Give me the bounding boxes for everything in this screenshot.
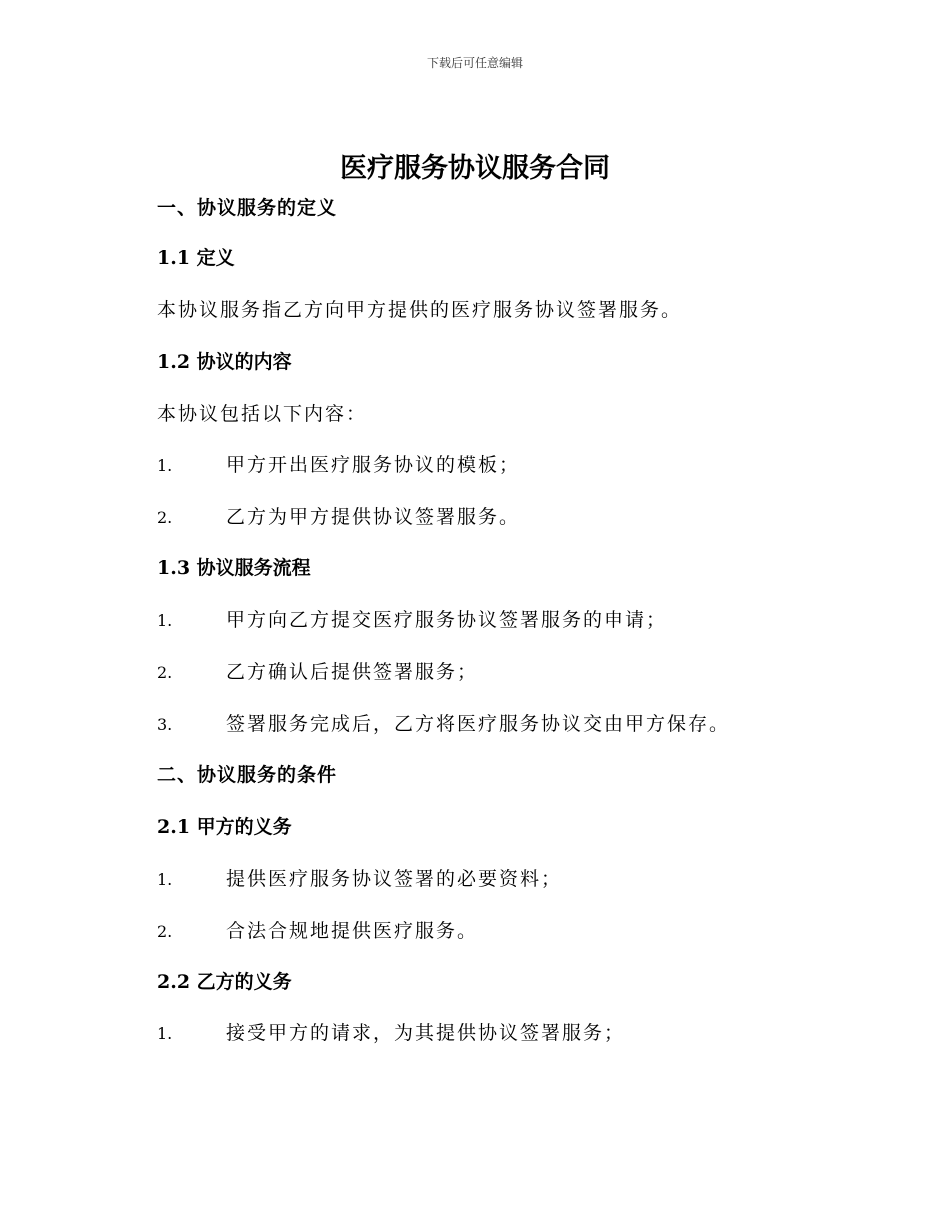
list-item-number: 1. [157,456,173,475]
subsection-heading-2-1: 2.1 甲方的义务 [157,816,292,838]
list-item-number: 2. [157,663,173,682]
list-item-text: 接受甲方的请求，为其提供协议签署服务； [226,1022,626,1044]
list-item [157,919,478,944]
list-item-text: 乙方为甲方提供协议签署服务。 [226,506,521,528]
subsection-heading-1-3: 1.3 协议服务流程 [157,557,311,579]
paragraph-content-intro: 本协议包括以下内容： [157,403,368,425]
list-item-number: 1. [157,611,173,630]
list-item-number: 3. [157,715,173,734]
list-item-text: 甲方向乙方提交医疗服务协议签署服务的申请； [226,609,668,631]
list-item-number: 1. [157,1024,173,1043]
list-item-number: 1. [157,870,173,889]
list-item-number: 2. [157,508,173,527]
subsection-heading-2-2: 2.2 乙方的义务 [157,971,292,993]
subsection-heading-1-1: 1.1 定义 [157,247,235,269]
list-item [157,660,478,685]
list-item [157,608,667,633]
document-title: 医疗服务协议服务合同 [340,153,610,184]
list-item-number: 2. [157,922,173,941]
list-item-text: 合法合规地提供医疗服务。 [226,920,479,942]
list-item-text: 提供医疗服务协议签署的必要资料； [226,868,563,890]
section-heading-1: 一、协议服务的定义 [157,197,338,219]
list-item-text: 甲方开出医疗服务协议的模板； [226,454,521,476]
list-item [157,453,520,478]
list-item [157,712,730,737]
list-item-text: 签署服务完成后，乙方将医疗服务协议交由甲方保存。 [226,713,731,735]
list-item [157,867,562,892]
section-heading-2: 二、协议服务的条件 [157,764,338,786]
list-item [157,505,520,530]
list-item-text: 乙方确认后提供签署服务； [226,661,479,683]
list-item [157,1021,625,1046]
paragraph-definition: 本协议服务指乙方向甲方提供的医疗服务协议签署服务。 [157,299,683,321]
header-note: 下载后可任意编辑 [426,56,523,70]
subsection-heading-1-2: 1.2 协议的内容 [157,351,292,373]
